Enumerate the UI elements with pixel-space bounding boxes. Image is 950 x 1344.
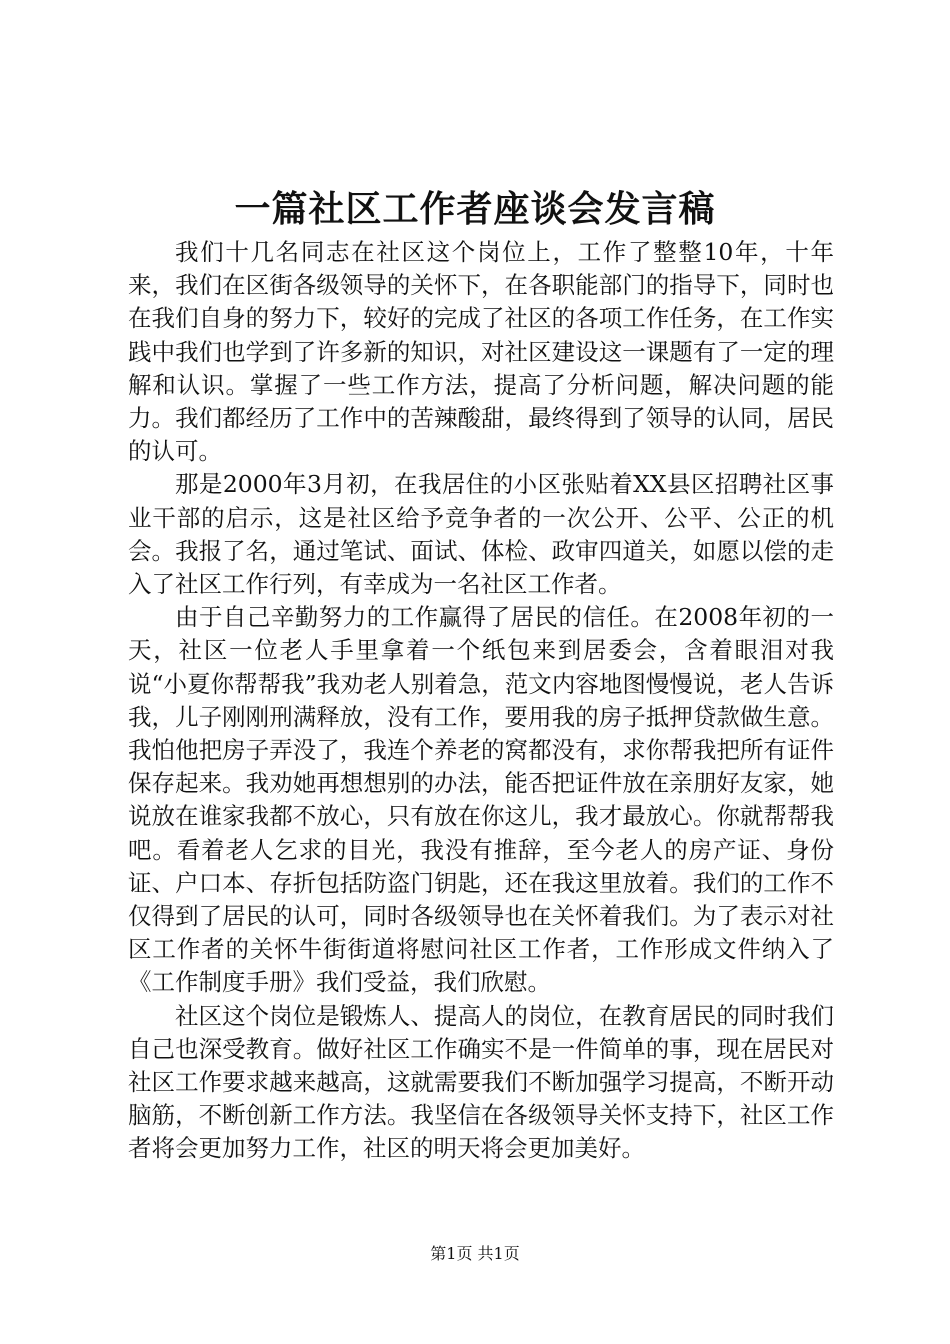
page-footer <box>0 1243 950 1265</box>
paragraph-2: 那是2000年3月初，在我居住的小区张贴着XX县区招聘社区事业干部的启示，这是社区给予竞争者的一次公开、公平、公正的机会。我报了名，通过笔试、面试、体检、政审四道关，如愿以偿的走入了社区工作行列，有幸成为一名社区工作者。 <box>128 470 834 599</box>
document-body <box>128 236 834 1166</box>
paragraph-3: 由于自己辛勤努力的工作赢得了居民的信任。在2008年初的一天，社区一位老人手里拿着一个纸包来到居委会，含着眼泪对我说“小夏你帮帮我”我劝老人别着急，范文内容地图慢慢说，老人告诉我，儿子刚刚刑满释放，没有工作，要用我的房子抵押贷款做生意。我怕他把房子弄没了，我连个养老的窝都没有，求你帮我把所有证件保存起来。我劝她再想想别的办法，能否把证件放在亲朋好友家，她说放在谁家我都不放心，只有放在你这儿，我才最放心。你就帮帮我吧。看着老人乞求的目光，我没有推辞，至今老人的房产证、身份证、户口本、存折包括防盗门钥匙，还在我这里放着。我们的工作不仅得到了居民的认可，同时各级领导也在关怀着我们。为了表示对社区工作者的关怀牛街街道将慰问社区工作者，工作形成文件纳入了《工作制度手册》我们受益，我们欣慰。 <box>128 603 834 997</box>
paragraph-1: 我们十几名同志在社区这个岗位上，工作了整整10年，十年来，我们在区街各级领导的关怀下，在各职能部门的指导下，同时也在我们自身的努力下，较好的完成了社区的各项工作任务，在工作实践中我们也学到了许多新的知识，对社区建设这一课题有了一定的理解和认识。掌握了一些工作方法，提高了分析问题，解决问题的能力。我们都经历了工作中的苦辣酸甜，最终得到了领导的认同，居民的认可。 <box>128 238 834 466</box>
paragraph-4: 社区这个岗位是锻炼人、提高人的岗位，在教育居民的同时我们自己也深受教育。做好社区工作确实不是一件简单的事，现在居民对社区工作要求越来越高，这就需要我们不断加强学习提高，不断开动脑筋，不断创新工作方法。我坚信在各级领导关怀支持下，社区工作者将会更加努力工作，社区的明天将会更加美好。 <box>128 1001 834 1163</box>
document-title: 一篇社区工作者座谈会发言稿 <box>234 188 716 230</box>
page-number: 第1页 共1页 <box>430 1244 520 1263</box>
